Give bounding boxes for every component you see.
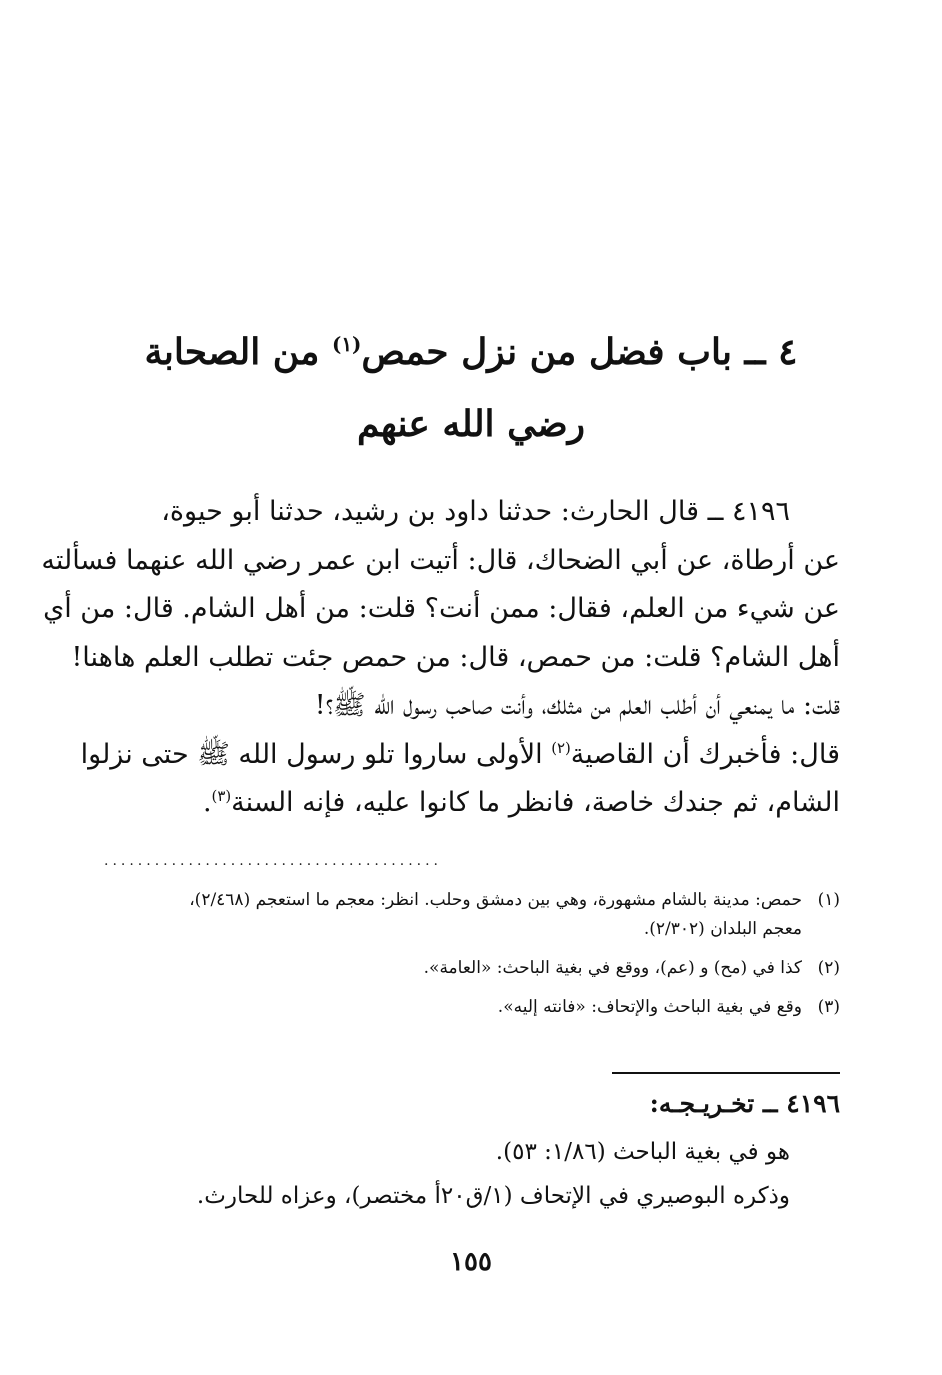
footnote-number: (٣) xyxy=(817,997,840,1017)
chapter-title-line-2: رضي الله عنهم xyxy=(356,403,586,446)
footnote-ref-3: (٣) xyxy=(211,787,232,805)
chapter-title xyxy=(110,316,832,460)
hadith-line-6-a: قال: فأخبرك أن القاصية xyxy=(570,738,840,770)
takhrij-heading: ٤١٩٦ ــ تخـريـجـه: xyxy=(649,1089,840,1118)
hadith-line-7 xyxy=(88,779,840,828)
footnote-3 xyxy=(104,993,840,1022)
hadith-line-1: ٤١٩٦ ــ قال الحارث: حدثنا داود بن رشيد، حدثنا أبو حيوة، xyxy=(161,496,790,527)
footnote-1-continuation: معجم البلدان (٢/٣٠٢). xyxy=(643,919,802,939)
hadith-line-6-b: الأولى ساروا تلو رسول الله ﷺ حتى نزلوا xyxy=(80,738,552,770)
takhrij-line-2: وذكره البوصيري في الإتحاف (١/ق٢٠أ مختصر)، وعزاه للحارث. xyxy=(196,1183,790,1209)
footnote-ref-1: (١) xyxy=(332,332,362,357)
hadith-line-3: عن شيء من العلم، فقال: ممن أنت؟ قلت: من أهل الشام. قال: من أي xyxy=(43,593,840,624)
hadith-line-6 xyxy=(80,731,840,780)
page-number: ١٥٥ xyxy=(450,1247,492,1277)
footnote-text: كذا في (مح) و (عم)، ووقع في بغية الباحث: «العامة». xyxy=(423,958,802,978)
chapter-title-text-a: ٤ ــ باب فضل من نزل حمص xyxy=(361,331,798,374)
footnote-number: (١) xyxy=(817,890,840,910)
footnotes xyxy=(104,886,840,1022)
hadith-line-4: أهل الشام؟ قلت: من حمص، قال: من حمص جئت تطلب العلم هاهنا! xyxy=(71,641,840,673)
hadith-line-7-a: الشام، ثم جندك خاصة، فانظر ما كانوا عليه، فإنه السنة xyxy=(231,787,840,818)
hadith-text xyxy=(41,488,840,828)
takhrij-line-1: هو في بغية الباحث (١/٨٦: ٥٣). xyxy=(495,1139,790,1165)
hadith-line-5: قلت: ما يمنعي أن أطلب العلم من مثلك، وأنت صاحب رسول الله ﷺ؟! xyxy=(314,690,840,721)
takhrij-body xyxy=(150,1130,790,1218)
footnote-2 xyxy=(104,954,840,983)
footnote-separator: ........................................ xyxy=(104,853,443,869)
footnote-number: (٢) xyxy=(817,958,840,978)
footnote-text: وقع في بغية الباحث والإتحاف: «فانته إليه». xyxy=(497,997,802,1017)
section-divider xyxy=(612,1072,840,1074)
footnote-text: حمص: مدينة بالشام مشهورة، وهي بين دمشق وحلب. انظر: معجم ما استعجم (٢/٤٦٨)، xyxy=(189,890,802,910)
chapter-title-text-b: من الصحابة xyxy=(144,331,332,374)
hadith-line-7-b: . xyxy=(202,787,212,818)
hadith-line-2: عن أرطاة، عن أبي الضحاك، قال: أتيت ابن عمر رضي الله عنهما فسألته xyxy=(41,544,840,576)
footnote-1 xyxy=(104,886,840,915)
chapter-title-line-1 xyxy=(110,316,832,388)
footnote-ref-2: (٢) xyxy=(551,738,571,757)
